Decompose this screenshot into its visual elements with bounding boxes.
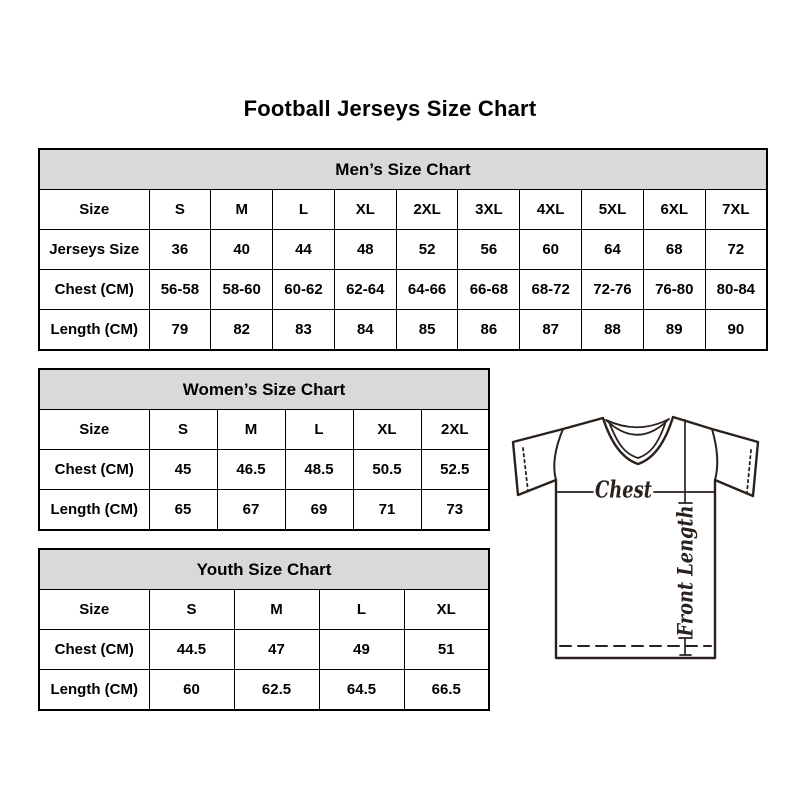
mens-data-cell: M xyxy=(211,190,273,230)
mens-data-cell: 85 xyxy=(396,310,458,351)
womens-row-label: Size xyxy=(39,410,149,450)
youth-table-row xyxy=(39,670,489,711)
mens-data-cell: 56-58 xyxy=(149,270,211,310)
jersey-diagram-svg xyxy=(505,408,770,683)
mens-table-title: Men’s Size Chart xyxy=(39,149,767,190)
mens-data-cell: 2XL xyxy=(396,190,458,230)
mens-data-cell: 88 xyxy=(582,310,644,351)
youth-data-cell: 64.5 xyxy=(319,670,404,711)
mens-data-cell: 36 xyxy=(149,230,211,270)
youth-table-row xyxy=(39,630,489,670)
mens-data-cell: 68 xyxy=(643,230,705,270)
mens-data-cell: 56 xyxy=(458,230,520,270)
mens-data-cell: 66-68 xyxy=(458,270,520,310)
womens-table xyxy=(38,368,490,531)
womens-table-title: Women’s Size Chart xyxy=(39,369,489,410)
jersey-measurement-diagram xyxy=(505,408,770,683)
mens-data-cell: 52 xyxy=(396,230,458,270)
mens-size-chart xyxy=(38,148,768,351)
mens-data-cell: L xyxy=(273,190,335,230)
womens-data-cell: 46.5 xyxy=(217,450,285,490)
womens-table-row xyxy=(39,450,489,490)
youth-data-cell: 49 xyxy=(319,630,404,670)
chest-label: Chest xyxy=(595,476,653,504)
youth-size-chart xyxy=(38,548,490,711)
youth-data-cell: S xyxy=(149,590,234,630)
mens-data-cell: 40 xyxy=(211,230,273,270)
mens-table-row xyxy=(39,270,767,310)
mens-data-cell: 60-62 xyxy=(273,270,335,310)
youth-data-cell: 66.5 xyxy=(404,670,489,711)
mens-table-row xyxy=(39,310,767,351)
womens-size-chart xyxy=(38,368,490,531)
mens-table-row xyxy=(39,190,767,230)
mens-data-cell: 3XL xyxy=(458,190,520,230)
youth-data-cell: 51 xyxy=(404,630,489,670)
womens-row-label: Chest (CM) xyxy=(39,450,149,490)
mens-data-cell: 64-66 xyxy=(396,270,458,310)
mens-data-cell: 89 xyxy=(643,310,705,351)
womens-data-cell: L xyxy=(285,410,353,450)
womens-data-cell: 50.5 xyxy=(353,450,421,490)
youth-row-label: Chest (CM) xyxy=(39,630,149,670)
mens-row-label: Length (CM) xyxy=(39,310,149,351)
youth-data-cell: 47 xyxy=(234,630,319,670)
mens-data-cell: 6XL xyxy=(643,190,705,230)
mens-data-cell: 68-72 xyxy=(520,270,582,310)
front-length-label: Front Length xyxy=(672,481,698,637)
womens-table-row xyxy=(39,410,489,450)
youth-row-label: Length (CM) xyxy=(39,670,149,711)
mens-table xyxy=(38,148,768,351)
youth-data-cell: XL xyxy=(404,590,489,630)
mens-data-cell: 72 xyxy=(705,230,767,270)
youth-table-title: Youth Size Chart xyxy=(39,549,489,590)
jersey-outline xyxy=(513,417,758,658)
mens-row-label: Jerseys Size xyxy=(39,230,149,270)
mens-data-cell: 76-80 xyxy=(643,270,705,310)
mens-row-label: Chest (CM) xyxy=(39,270,149,310)
mens-data-cell: 80-84 xyxy=(705,270,767,310)
youth-table xyxy=(38,548,490,711)
youth-table-row xyxy=(39,590,489,630)
mens-data-cell: 60 xyxy=(520,230,582,270)
womens-row-label: Length (CM) xyxy=(39,490,149,531)
mens-data-cell: 86 xyxy=(458,310,520,351)
mens-data-cell: 62-64 xyxy=(334,270,396,310)
womens-data-cell: 71 xyxy=(353,490,421,531)
mens-data-cell: S xyxy=(149,190,211,230)
mens-data-cell: XL xyxy=(334,190,396,230)
womens-data-cell: 67 xyxy=(217,490,285,531)
womens-table-row xyxy=(39,490,489,531)
mens-data-cell: 7XL xyxy=(705,190,767,230)
mens-data-cell: 79 xyxy=(149,310,211,351)
youth-data-cell: 62.5 xyxy=(234,670,319,711)
womens-data-cell: M xyxy=(217,410,285,450)
youth-data-cell: 44.5 xyxy=(149,630,234,670)
mens-data-cell: 84 xyxy=(334,310,396,351)
womens-data-cell: 52.5 xyxy=(421,450,489,490)
womens-data-cell: 69 xyxy=(285,490,353,531)
mens-data-cell: 5XL xyxy=(582,190,644,230)
youth-row-label: Size xyxy=(39,590,149,630)
mens-data-cell: 64 xyxy=(582,230,644,270)
page-title: Football Jerseys Size Chart xyxy=(243,96,537,121)
mens-data-cell: 4XL xyxy=(520,190,582,230)
womens-data-cell: 45 xyxy=(149,450,217,490)
mens-data-cell: 83 xyxy=(273,310,335,351)
mens-data-cell: 44 xyxy=(273,230,335,270)
womens-data-cell: XL xyxy=(353,410,421,450)
mens-data-cell: 58-60 xyxy=(211,270,273,310)
mens-data-cell: 87 xyxy=(520,310,582,351)
womens-data-cell: 48.5 xyxy=(285,450,353,490)
womens-data-cell: 2XL xyxy=(421,410,489,450)
womens-data-cell: 65 xyxy=(149,490,217,531)
youth-data-cell: L xyxy=(319,590,404,630)
mens-data-cell: 82 xyxy=(211,310,273,351)
womens-data-cell: 73 xyxy=(421,490,489,531)
mens-table-row xyxy=(39,230,767,270)
mens-row-label: Size xyxy=(39,190,149,230)
mens-data-cell: 48 xyxy=(334,230,396,270)
mens-data-cell: 72-76 xyxy=(582,270,644,310)
mens-data-cell: 90 xyxy=(705,310,767,351)
youth-data-cell: M xyxy=(234,590,319,630)
youth-data-cell: 60 xyxy=(149,670,234,711)
womens-data-cell: S xyxy=(149,410,217,450)
